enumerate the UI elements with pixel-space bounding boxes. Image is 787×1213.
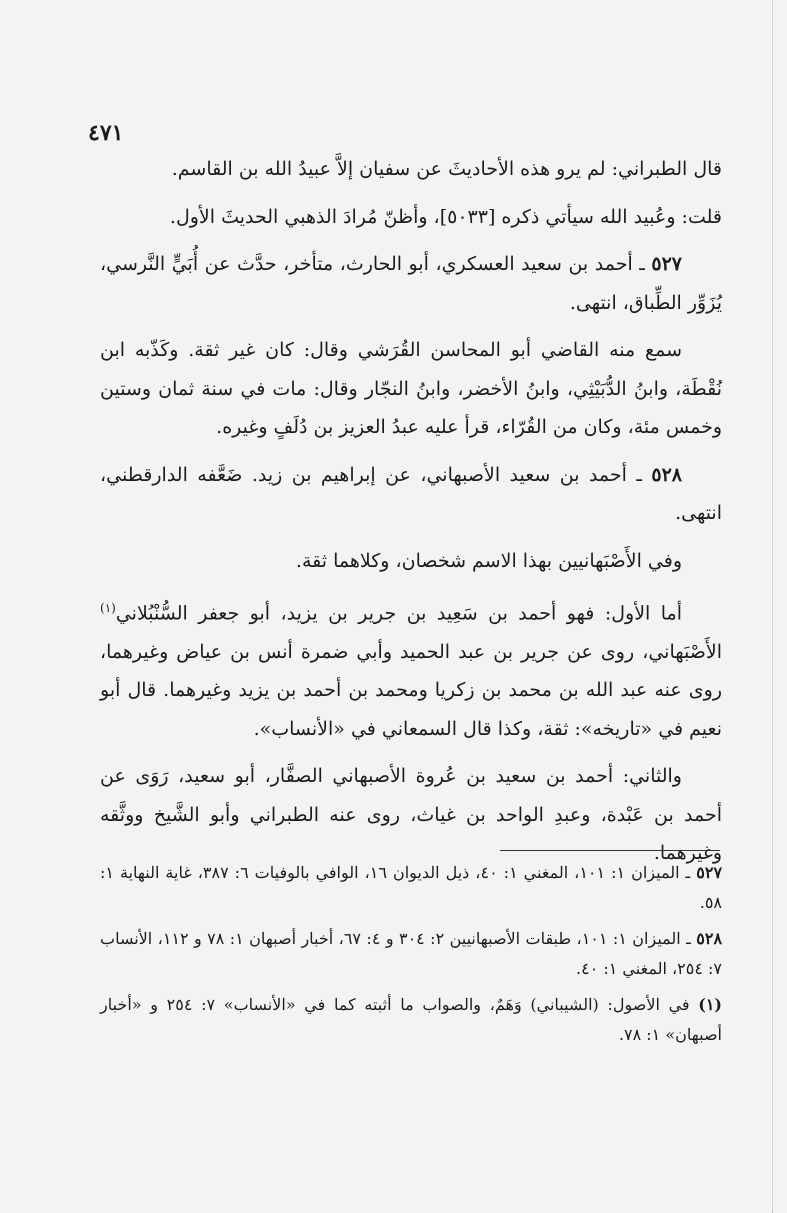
entry-527-text: ـ أحمد بن سعيد العسكري، أبو الحارث، متأخر، حدَّث عن أُبَيٍّ النَّرسي، يُزَوِّر الطِّباق، انتهى. xyxy=(100,253,722,314)
page-edge-line xyxy=(772,0,774,1213)
footnote-1 xyxy=(100,990,722,1050)
paragraph-first-text-a: أما الأول: فهو أحمد بن سَعِيد بن جرير بن يزيد، أبو جعفر السُّنْبُلاني xyxy=(115,602,682,625)
main-text xyxy=(100,150,722,882)
paragraph-two-persons: وفي الأَصْبَهانيين بهذا الاسم شخصان، وكلاهما ثقة. xyxy=(295,549,682,572)
footnote-527 xyxy=(100,858,722,918)
footnote-ref-1[interactable]: (١) xyxy=(100,601,116,615)
paragraph-tabarani: قال الطبراني: لم يرو هذه الأحاديثَ عن سفيان إلاَّ عبيدُ الله بن القاسم. xyxy=(171,158,722,180)
paragraph-qult: قلت: وعُبيد الله سيأتي ذكره [٥٠٣٣]، وأظنّ مُرادَ الذهبي الحديثَ الأول. xyxy=(169,205,722,228)
entry-527-number: ٥٢٧ xyxy=(651,253,682,275)
footnote-528-text: ـ الميزان ١: ١٠١، طبقات الأصبهانيين ٢: ٣٠٤ و ٤: ٦٧، أخبار أصبهان ١: ٧٨ و ١١٢، الأنساب ٧: ٢٥٤، المغني ١: ٤٠. xyxy=(100,929,722,978)
footnote-528 xyxy=(100,924,722,984)
paragraph-first-text-b: الأَصْبَهاني، روى عن جرير بن عبد الحميد وأبي ضمرة أنس بن عياض وغيرهما، روى عنه عبد الله بن محمد بن زكريا ومحمد بن أحمد بن يزيد وغيرهما. قال أبو نعيم في «تاريخه»: ثقة، وكذا قال السمعاني في «الأنساب». xyxy=(100,640,722,740)
footnote-divider xyxy=(500,850,720,851)
footnotes xyxy=(100,858,722,1056)
footnote-527-number: ٥٢٧ xyxy=(696,863,723,882)
footnote-1-text: في الأصول: (الشيباني) وَهَمٌ، والصواب ما أثبته كما في «الأنساب» ٧: ٢٥٤ و «أخبار أصبهان» ١: ٧٨. xyxy=(100,995,722,1044)
paragraph-first xyxy=(100,589,722,748)
entry-528-number: ٥٢٨ xyxy=(651,463,682,486)
footnote-1-number: (١) xyxy=(698,995,722,1014)
footnote-528-number: ٥٢٨ xyxy=(696,929,723,948)
paragraph-second: والثاني: أحمد بن سعيد بن عُروة الأصبهاني الصفَّار، أبو سعيد، رَوَى عن أحمد بن عَبْدة، وعبدِ الواحد بن غياث، روى عنه الطبراني وأبو الشَّيخ ووثَّقه وغيرهما. xyxy=(100,765,722,865)
paragraph-qurashi: سمع منه القاضي أبو المحاسن القُرَشي وقال: كان غير ثقة. وكَذّبه ابن نُقْطَة، وابنُ الدُّبَيْثِي، وابنُ الأخضر، وابنُ النجّار وقال: مات في سنة ثمان وستين وخمس مئة، وكان من القُرّاء، قرأ عليه عبدُ العزيز بن دُلَفٍ وغيره. xyxy=(100,339,722,438)
entry-528 xyxy=(100,456,722,533)
entry-528-text: ـ أحمد بن سعيد الأصبهاني، عن إبراهيم بن زيد. ضَعَّفه الدارقطني، انتهى. xyxy=(100,463,722,524)
page-number: ٤٧١ xyxy=(88,120,124,146)
entry-527 xyxy=(100,245,722,322)
footnote-527-text: ـ الميزان ١: ١٠١، المغني ١: ٤٠، ذيل الديوان ١٦، الوافي بالوفيات ٦: ٣٨٧، غاية النهاية ١: ٥٨. xyxy=(100,863,722,912)
